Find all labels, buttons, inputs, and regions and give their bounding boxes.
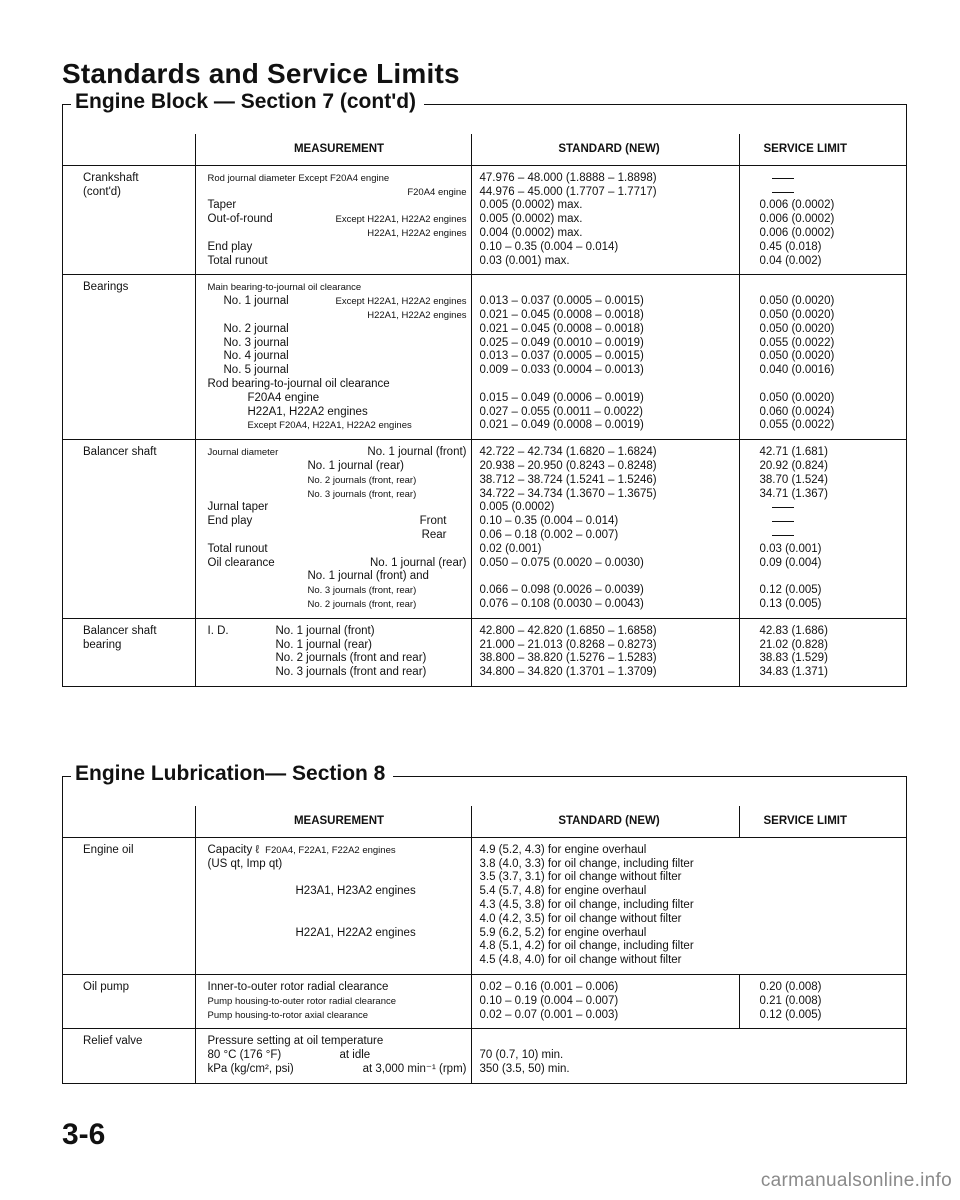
- limit-value: 0.050 (0.0020): [759, 308, 835, 321]
- standard-value: 0.10 – 0.35 (0.004 – 0.014): [479, 515, 619, 528]
- measurement-line: [208, 625, 471, 639]
- standard-value: 5.4 (5.7, 4.8) for engine overhaul: [479, 885, 647, 898]
- row-label: [63, 974, 195, 1028]
- measurement-line: Rod bearing-to-journal oil clearance: [207, 377, 390, 390]
- table-header: [63, 134, 906, 165]
- limit-value: 0.006 (0.0002): [759, 213, 835, 226]
- standard-cell: [471, 974, 739, 1028]
- standard-value: 0.10 – 0.35 (0.004 – 0.014): [479, 240, 619, 253]
- limit-cell: [739, 165, 906, 275]
- measurement-cell: [195, 275, 471, 440]
- limit-value: 0.040 (0.0016): [759, 364, 835, 377]
- engine-lubrication-section: [62, 762, 907, 1084]
- standard-value: 3.5 (3.7, 3.1) for oil change without filter: [479, 871, 682, 884]
- limit-value: 0.055 (0.0022): [759, 419, 835, 432]
- measurement-qualifier: at 3,000 min⁻¹ (rpm): [362, 1062, 467, 1075]
- standard-value: 34.800 – 34.820 (1.3701 – 1.3709): [479, 666, 657, 679]
- measurement-line: Taper: [207, 199, 237, 212]
- standard-value: 44.976 – 45.000 (1.7707 – 1.7717): [479, 185, 657, 198]
- limit-value: 0.050 (0.0020): [759, 322, 835, 335]
- measurement-qualifier: Except H22A1, H22A2 engines: [335, 214, 467, 226]
- table-header: [63, 806, 906, 837]
- standard-value: 0.02 (0.001): [479, 542, 542, 555]
- standard-value: 0.025 – 0.049 (0.0010 – 0.0019): [479, 336, 644, 349]
- section-heading: Engine Block — Section 7 (cont'd): [71, 90, 424, 114]
- measurement-line: Main bearing-to-journal oil clearance: [207, 282, 362, 294]
- page-title: Standards and Service Limits: [62, 58, 460, 89]
- standard-value: 5.9 (6.2, 5.2) for engine overhaul: [479, 926, 647, 939]
- measurement-term: Oil clearance: [207, 556, 275, 569]
- measurement-line: Inner-to-outer rotor radial clearance: [207, 980, 389, 993]
- standard-value: 0.02 – 0.16 (0.001 – 0.006): [479, 980, 619, 993]
- limit-value: 38.83 (1.529): [759, 652, 828, 665]
- measurement-line: End play: [207, 240, 253, 253]
- row-label-line: Engine oil: [83, 843, 134, 856]
- measurement-line: No. 1 journal (rear): [307, 459, 405, 472]
- standard-cell: [471, 837, 906, 974]
- standard-value: 0.027 – 0.055 (0.0011 – 0.0022): [479, 405, 643, 418]
- measurement-term: Out-of-round: [207, 213, 273, 226]
- header-service-limit: SERVICE LIMIT: [739, 806, 906, 837]
- limit-value: 0.09 (0.004): [759, 556, 822, 569]
- table-row-relief-valve: [63, 1029, 906, 1083]
- standard-value: 47.976 – 48.000 (1.8888 – 1.8898): [479, 171, 657, 184]
- measurement-qualifier: No. 1 journal (front): [367, 446, 467, 459]
- standard-value: 0.004 (0.0002) max.: [479, 226, 583, 239]
- limit-value: 34.71 (1.367): [759, 487, 828, 500]
- measurement-line: [208, 844, 471, 858]
- standard-cell: [471, 440, 739, 619]
- standard-value: 0.02 – 0.07 (0.001 – 0.003): [479, 1008, 619, 1021]
- measurement-line: No. 3 journals (front, rear): [307, 585, 417, 597]
- measurement-line: No. 2 journals (front, rear): [307, 474, 417, 486]
- measurement-line: No. 3 journals (front and rear): [275, 666, 427, 679]
- no-limit-dash: [760, 186, 907, 200]
- measurement-line: H22A1, H22A2 engines: [367, 227, 467, 239]
- measurement-line: No. 4 journal: [223, 350, 289, 363]
- measurement-cell: [195, 974, 471, 1028]
- standard-value: 3.8 (4.0, 3.3) for oil change, including filter: [479, 857, 694, 870]
- measurement-line: Rod journal diameter Except F20A4 engine: [207, 172, 390, 184]
- measurement-line: Pressure setting at oil temperature: [207, 1035, 384, 1048]
- standard-cell: [471, 618, 739, 686]
- limit-value: 0.050 (0.0020): [759, 350, 835, 363]
- engine-block-section: [62, 90, 907, 687]
- limit-value: 0.21 (0.008): [759, 994, 822, 1007]
- limit-cell: [739, 618, 906, 686]
- measurement-line: No. 3 journal: [223, 336, 289, 349]
- measurement-line: Except F20A4, H22A1, H22A2 engines: [247, 420, 412, 432]
- limit-value: 0.03 (0.001): [759, 542, 822, 555]
- measurement-line: H22A1, H22A2 engines: [367, 309, 467, 321]
- measurement-line: No. 1 journal (rear): [275, 638, 373, 651]
- measurement-line: F20A4 engine: [247, 391, 320, 404]
- header-measurement: MEASUREMENT: [195, 806, 471, 837]
- limit-value: 0.050 (0.0020): [759, 391, 835, 404]
- standard-cell: [471, 275, 739, 440]
- measurement-line: Total runout: [207, 254, 268, 267]
- limit-value: 21.02 (0.828): [759, 638, 828, 651]
- standard-value: 0.005 (0.0002): [479, 501, 555, 514]
- measurement-line: F20A4 engine: [407, 186, 467, 198]
- limit-value: 42.83 (1.686): [759, 624, 828, 637]
- measurement-term: kPa (kg/cm², psi): [207, 1062, 294, 1075]
- standard-value: 0.03 (0.001) max.: [479, 254, 570, 267]
- limit-value: 0.006 (0.0002): [759, 199, 835, 212]
- limit-cell: [739, 974, 906, 1028]
- standard-value: 21.000 – 21.013 (0.8268 – 0.8273): [479, 638, 657, 651]
- standard-value: 4.8 (5.1, 4.2) for oil change, including filter: [479, 940, 694, 953]
- limit-value: 0.04 (0.002): [759, 254, 822, 267]
- standard-value: 350 (3.5, 50) min.: [479, 1062, 570, 1075]
- standard-value: 0.009 – 0.033 (0.0004 – 0.0013): [479, 364, 644, 377]
- standard-value: 0.021 – 0.049 (0.0008 – 0.0019): [479, 419, 644, 432]
- row-label-line: Oil pump: [83, 980, 130, 993]
- limit-value: 0.050 (0.0020): [759, 295, 835, 308]
- limit-cell: [739, 440, 906, 619]
- standard-value: 0.06 – 0.18 (0.002 – 0.007): [479, 528, 619, 541]
- table-row-balancer-shaft-bearing: [63, 618, 906, 686]
- measurement-line: H22A1, H22A2 engines: [247, 405, 368, 418]
- measurement-line: Jurnal taper: [207, 501, 269, 514]
- measurement-cell: [195, 440, 471, 619]
- standard-value: 0.005 (0.0002) max.: [479, 199, 583, 212]
- measurement-term: No. 1 journal: [223, 295, 289, 308]
- measurement-term: 80 °C (176 °F): [207, 1049, 282, 1062]
- row-label: [63, 837, 195, 974]
- standard-value: 20.938 – 20.950 (0.8243 – 0.8248): [479, 459, 657, 472]
- limit-cell: [739, 275, 906, 440]
- measurement-cell: [195, 165, 471, 275]
- row-label-line: Bearings: [83, 281, 129, 294]
- measurement-qualifier: No. 1 journal (rear): [369, 556, 467, 569]
- limit-value: 20.92 (0.824): [759, 459, 828, 472]
- limit-value: 0.12 (0.005): [759, 584, 822, 597]
- measurement-qualifier: Front: [419, 515, 447, 528]
- measurement-line: No. 1 journal (front) and: [307, 570, 429, 583]
- measurement-line: [208, 1063, 471, 1077]
- header-standard: STANDARD (NEW): [471, 134, 739, 165]
- standard-value: 0.021 – 0.045 (0.0008 – 0.0018): [479, 308, 644, 321]
- standard-cell: [471, 1029, 906, 1083]
- measurement-line: H22A1, H22A2 engines: [295, 926, 416, 939]
- header-measurement: MEASUREMENT: [195, 134, 471, 165]
- standard-value: 0.10 – 0.19 (0.004 – 0.007): [479, 994, 619, 1007]
- row-label: [63, 165, 195, 275]
- row-label: [63, 440, 195, 619]
- standard-value: 0.015 – 0.049 (0.0006 – 0.0019): [479, 391, 644, 404]
- no-limit-dash: [760, 515, 907, 529]
- section-heading: Engine Lubrication— Section 8: [71, 762, 393, 786]
- standard-value: 0.013 – 0.037 (0.0005 – 0.0015): [479, 350, 644, 363]
- measurement-cell: [195, 618, 471, 686]
- row-label: [63, 1029, 195, 1083]
- measurement-line: [208, 295, 471, 309]
- measurement-line: H23A1, H23A2 engines: [295, 885, 416, 898]
- limit-value: 0.055 (0.0022): [759, 336, 835, 349]
- measurement-line: Pump housing-to-rotor axial clearance: [207, 1009, 369, 1021]
- limit-value: 0.13 (0.005): [759, 597, 822, 610]
- row-label-line: Balancer shaft: [83, 446, 157, 459]
- standard-value: 0.076 – 0.108 (0.0030 – 0.0043): [479, 597, 644, 610]
- row-label-line: Balancer shaft: [83, 624, 157, 637]
- measurement-cell: [195, 837, 471, 974]
- header-standard: STANDARD (NEW): [471, 806, 739, 837]
- table-row-crankshaft: [63, 165, 906, 275]
- row-label: [63, 275, 195, 440]
- measurement-line: No. 2 journal: [223, 322, 289, 335]
- no-limit-dash: [760, 501, 907, 515]
- measurement-line: No. 5 journal: [223, 364, 289, 377]
- measurement-line: [208, 213, 471, 227]
- measurement-line: [208, 1049, 471, 1063]
- standard-cell: [471, 165, 739, 275]
- measurement-term: End play: [207, 515, 253, 528]
- limit-value: 38.70 (1.524): [759, 473, 828, 486]
- measurement-line: (US qt, Imp qt): [207, 857, 283, 870]
- page-number: 3-6: [62, 1118, 106, 1151]
- measurement-qualifier: F20A4, F22A1, F22A2 engines: [265, 844, 396, 856]
- standard-value: 42.800 – 42.820 (1.6850 – 1.6858): [479, 624, 657, 637]
- standard-value: 0.005 (0.0002) max.: [479, 213, 583, 226]
- measurement-line: [208, 446, 471, 460]
- row-label-line: Crankshaft: [83, 171, 139, 184]
- measurement-qualifier: No. 1 journal (front): [275, 624, 375, 637]
- limit-value: 42.71 (1.681): [759, 446, 828, 459]
- standard-value: 38.800 – 38.820 (1.5276 – 1.5283): [479, 652, 657, 665]
- measurement-term: I. D.: [207, 624, 229, 637]
- measurement-line: Rear: [421, 528, 447, 541]
- header-service-limit: SERVICE LIMIT: [739, 134, 906, 165]
- row-label-line: bearing: [83, 638, 122, 651]
- limit-value: 0.12 (0.005): [759, 1008, 822, 1021]
- measurement-term: Journal diameter: [207, 447, 279, 459]
- standard-value: 34.722 – 34.734 (1.3670 – 1.3675): [479, 487, 657, 500]
- measurement-cell: [195, 1029, 471, 1083]
- table-row-balancer-shaft: [63, 440, 906, 619]
- measurement-line: Pump housing-to-outer rotor radial clearance: [207, 995, 397, 1007]
- measurement-line: Total runout: [207, 542, 268, 555]
- row-label: [63, 618, 195, 686]
- standard-value: 0.021 – 0.045 (0.0008 – 0.0018): [479, 322, 644, 335]
- limit-value: 0.20 (0.008): [759, 980, 822, 993]
- standard-value: 4.3 (4.5, 3.8) for oil change, including filter: [479, 898, 694, 911]
- measurement-term: Capacity ℓ: [207, 843, 260, 856]
- measurement-line: [208, 557, 471, 571]
- measurement-line: No. 3 journals (front, rear): [307, 488, 417, 500]
- standard-value: 0.066 – 0.098 (0.0026 – 0.0039): [479, 584, 644, 597]
- standard-value: 4.5 (4.8, 4.0) for oil change without filter: [479, 954, 682, 967]
- watermark: carmanualsonline.info: [760, 1170, 952, 1191]
- row-label-line: Relief valve: [83, 1035, 143, 1048]
- limit-value: 0.45 (0.018): [759, 240, 822, 253]
- standard-value: 42.722 – 42.734 (1.6820 – 1.6824): [479, 446, 657, 459]
- row-label-line: (cont'd): [83, 185, 121, 198]
- limit-value: 0.060 (0.0024): [759, 405, 835, 418]
- no-limit-dash: [760, 529, 907, 543]
- measurement-line: No. 2 journals (front and rear): [275, 652, 427, 665]
- standard-value: 0.013 – 0.037 (0.0005 – 0.0015): [479, 295, 644, 308]
- standard-value: 70 (0.7, 10) min.: [479, 1049, 564, 1062]
- header-blank: [63, 134, 195, 165]
- table-row-engine-oil: [63, 837, 906, 974]
- measurement-line: [208, 515, 471, 529]
- standard-value: 0.050 – 0.075 (0.0020 – 0.0030): [479, 556, 644, 569]
- table-row-oil-pump: [63, 974, 906, 1028]
- measurement-qualifier: Except H22A1, H22A2 engines: [335, 296, 467, 308]
- limit-value: 34.83 (1.371): [759, 666, 828, 679]
- no-limit-dash: [760, 172, 907, 186]
- measurement-line: No. 2 journals (front, rear): [307, 598, 417, 610]
- standard-value: 38.712 – 38.724 (1.5241 – 1.5246): [479, 473, 657, 486]
- limit-value: 0.006 (0.0002): [759, 226, 835, 239]
- standard-value: 4.0 (4.2, 3.5) for oil change without filter: [479, 912, 682, 925]
- standard-value: 4.9 (5.2, 4.3) for engine overhaul: [479, 843, 647, 856]
- table-row-bearings: [63, 275, 906, 440]
- engine-lubrication-table: [63, 806, 906, 1083]
- measurement-qualifier: at idle: [339, 1049, 371, 1062]
- engine-block-table: [63, 134, 906, 686]
- header-blank: [63, 806, 195, 837]
